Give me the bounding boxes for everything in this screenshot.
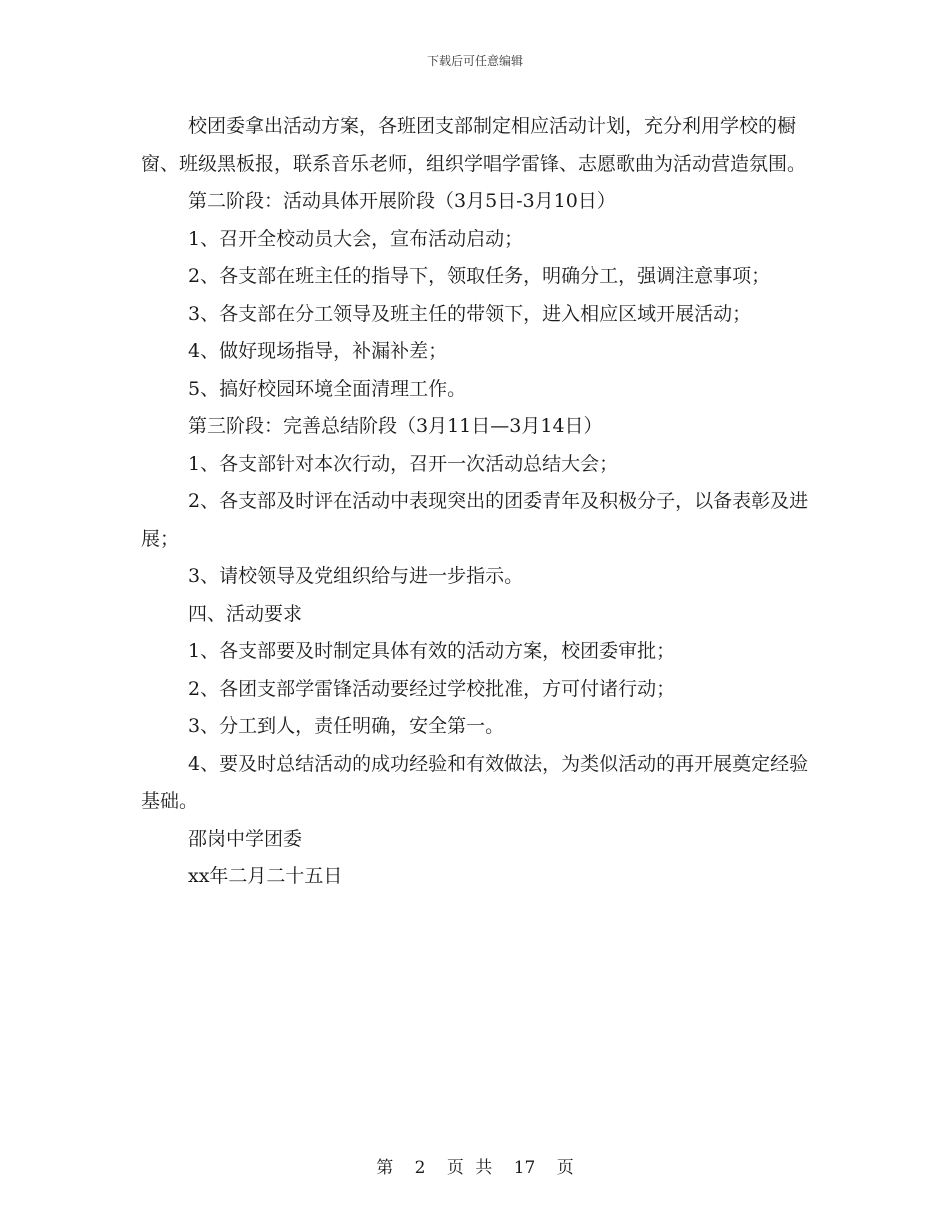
list-item: 5、搞好校园环境全面清理工作。 [188,377,467,400]
list-item: 2、各支部在班主任的指导下，领取任务，明确分工，强调注意事项； [188,265,771,287]
section-heading: 第二阶段：活动具体开展阶段（3月5日-3月10日） [188,190,616,212]
footer-suffix: 页 [556,1158,574,1178]
list-item: 1、召开全校动员大会，宣布活动启动； [188,227,524,250]
list-item: 3、分工到人，责任明确，安全第一。 [188,715,505,737]
list-item: 1、各支部要及时制定具体有效的活动方案，校团委审批； [188,640,676,662]
section-heading: 四、活动要求 [188,602,303,625]
list-item: 3、请校领导及党组织给与进一步指示。 [188,565,524,587]
section-heading: 第三阶段：完善总结阶段（3月11日—3月14日） [188,415,603,437]
page-number: 2 [414,1158,426,1178]
list-item: 4、做好现场指导，补漏补差； [188,340,448,362]
list-item: 4、要及时总结活动的成功经验和有效做法，为类似活动的再开展奠定经验基础。 [141,752,809,812]
list-item: 3、各支部在分工领导及班主任的带领下，进入相应区域开展活动； [188,302,752,325]
paragraph: 校团委拿出活动方案，各班团支部制定相应活动计划，充分利用学校的橱窗、班级黑板报，联系音乐老师，组织学唱学雷锋、志愿歌曲为活动营造氛围。 [141,115,807,175]
signature-date: xx年二月二十五日 [188,865,343,887]
document-body [141,108,821,896]
list-item: 1、各支部针对本次行动，召开一次活动总结大会； [188,452,619,475]
list-item: 2、各团支部学雷锋活动要经过学校批准，方可付诸行动； [188,677,676,700]
list-item: 2、各支部及时评在活动中表现突出的团委青年及积极分子，以备表彰及进展； [141,490,809,550]
page-footer [0,1153,950,1178]
page-total: 17 [513,1158,536,1178]
signature-organization: 邵岗中学团委 [188,827,303,850]
footer-prefix: 第 [376,1158,394,1178]
footer-middle: 页 共 [446,1158,493,1178]
page-header: 下载后可任意编辑 [426,54,523,68]
